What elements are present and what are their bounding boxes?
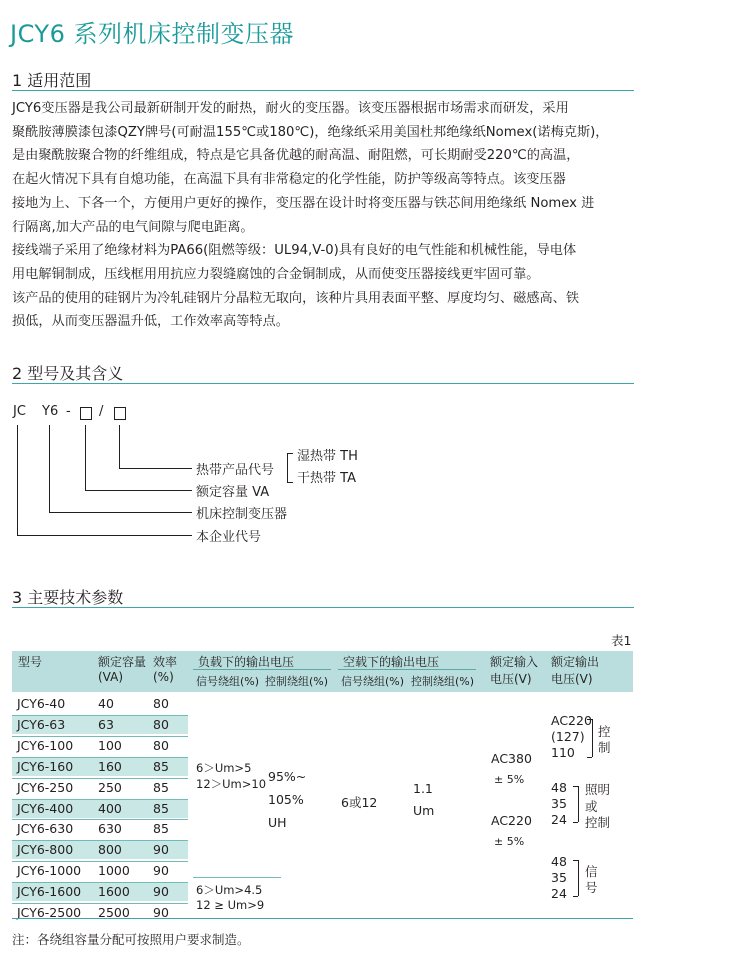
noload-control-value: 1.1 — [413, 781, 433, 796]
intro-paragraph — [12, 97, 642, 334]
table-cell-va: 800 — [98, 842, 122, 858]
header-load-voltage: 负载下的输出电压 — [198, 655, 295, 669]
row-divider — [12, 840, 188, 841]
table-cell-va: 63 — [98, 716, 114, 732]
table-cell-eff: 90 — [153, 884, 169, 900]
bracket-line — [578, 786, 579, 822]
table-cell-eff: 90 — [153, 842, 169, 858]
table-cell-va: 630 — [98, 821, 122, 837]
connector-line — [85, 490, 192, 491]
connector-line — [85, 425, 86, 490]
table-bottom-border — [12, 918, 633, 919]
output-usage-label: 制 — [598, 740, 611, 755]
table-cell-eff: 80 — [153, 737, 169, 753]
table-cell-model: JCY6-1600 — [17, 884, 82, 900]
output-voltage-value: 24 — [551, 812, 567, 827]
intro-line: 行隔离,加大产品的电气间隙与爬电距离。 — [12, 219, 254, 235]
output-voltage-value: (127) — [551, 729, 585, 744]
intro-line: 接地为上、下各一个，方便用户更好的操作，变压器在设计时将变压器与铁芯间用绝缘纸 Nomex 进 — [12, 195, 595, 211]
table-cell-va: 40 — [98, 696, 114, 711]
model-code-dash: - — [66, 404, 71, 419]
load-control-value: UH — [268, 815, 287, 830]
output-voltage-value: 35 — [551, 870, 567, 885]
header-signal-winding: 信号绕组(%) — [196, 675, 260, 688]
header-output-voltage: 额定输出 — [551, 655, 600, 669]
intro-line: 在起火情况下具有自熄功能，在高温下具有非常稳定的化学性能，防护等级高等特点。该变压器 — [12, 172, 566, 188]
tropical-placeholder-box — [114, 407, 126, 420]
connector-line — [49, 512, 192, 513]
row-divider — [12, 819, 188, 820]
bracket-line — [573, 860, 578, 861]
output-usage-label: 或 — [585, 799, 598, 814]
bracket-line — [287, 453, 293, 454]
intro-line: 该产品的使用的硅钢片为冷轧硅钢片分晶粒无取向，该种片具用表面平整、厚度均匀、磁感高、铁 — [12, 290, 580, 306]
header-input-voltage-unit: 电压(V) — [490, 672, 532, 686]
intro-line: 用电解铜制成，压线框用用抗应力裂缝腐蚀的合金铜制成，从而使变压器接线更牢固可靠。 — [12, 266, 540, 282]
table-cell-va: 250 — [98, 779, 122, 795]
output-voltage-value: 48 — [551, 780, 567, 795]
header-divider — [338, 669, 476, 670]
bracket-line — [573, 786, 578, 787]
load-signal-range: 6＞Um>4.5 — [196, 883, 263, 897]
table-label: 表1 — [611, 633, 632, 648]
header-capacity-unit: (VA) — [98, 670, 124, 684]
load-control-value: 105% — [268, 792, 304, 807]
table-cell-eff: 90 — [153, 905, 169, 920]
connector-line — [17, 425, 18, 535]
header-control-winding: 控制绕组(%) — [265, 675, 329, 688]
table-cell-model: JCY6-100 — [17, 737, 74, 753]
page-title: JCY6 系列机床控制变压器 — [10, 20, 294, 48]
intro-line: 接线端子采用了绝缘材料为PA66(阻燃等级：UL94,V-0)具有良好的电气性能和机械性能，导电体 — [12, 243, 577, 259]
table-cell-va: 1000 — [98, 863, 130, 879]
intro-line: 聚酰胺薄膜漆包漆QZY牌号(可耐温155℃或180℃)，绝缘纸采用美国杜邦绝缘纸Nomex(诺梅克斯)， — [12, 124, 609, 140]
connector-line — [119, 425, 120, 468]
output-voltage-value: 110 — [551, 745, 575, 760]
table-cell-model: JCY6-160 — [17, 758, 74, 774]
header-input-voltage: 额定输入 — [490, 655, 539, 669]
section-divider — [12, 607, 634, 608]
bracket-line — [592, 719, 593, 757]
section-divider — [12, 90, 634, 91]
table-cell-va: 2500 — [98, 905, 130, 920]
row-divider — [12, 757, 188, 758]
load-signal-range: 12 ≥ Um>9 — [196, 898, 265, 912]
noload-signal-value: 6或12 — [341, 795, 378, 810]
label-humid-tropical: 湿热带 TH — [297, 449, 358, 464]
connector-line — [119, 468, 192, 469]
row-divider — [12, 778, 188, 779]
model-code-y6: Y6 — [42, 404, 59, 419]
connector-line — [17, 535, 192, 536]
bracket-line — [587, 719, 592, 720]
table-cell-va: 100 — [98, 737, 122, 753]
section-title-scope: 1 适用范围 — [12, 71, 92, 90]
label-tropical-code: 热带产品代号 — [196, 463, 275, 478]
table-cell-va: 400 — [98, 800, 122, 816]
table-cell-va: 160 — [98, 758, 122, 774]
section-title-specs: 3 主要技术参数 — [12, 588, 124, 607]
table-cell-eff: 90 — [153, 863, 169, 879]
input-voltage-value: AC380 — [491, 751, 532, 766]
output-usage-label: 信 — [585, 864, 598, 879]
output-usage-label: 号 — [585, 880, 598, 895]
table-cell-eff: 85 — [153, 800, 169, 816]
cell-divider — [193, 877, 281, 878]
intro-line: 是由聚酰胺聚合物的纤维组成，特点是它具备优越的耐高温、耐阻燃，可长期耐受220℃的高温， — [12, 148, 580, 164]
row-divider — [12, 882, 188, 883]
model-code-jc: JC — [13, 404, 26, 419]
table-cell-model: JCY6-1000 — [17, 863, 82, 879]
header-capacity: 额定容量 — [98, 655, 147, 669]
header-divider — [193, 669, 331, 670]
capacity-placeholder-box — [80, 407, 92, 420]
row-divider — [12, 861, 188, 862]
input-voltage-value: AC220 — [491, 813, 532, 828]
bracket-line — [573, 896, 578, 897]
table-cell-eff: 85 — [153, 779, 169, 795]
table-cell-eff: 85 — [153, 758, 169, 774]
label-dry-tropical: 干热带 TA — [297, 471, 356, 486]
label-rated-capacity: 额定容量 VA — [196, 485, 270, 500]
load-control-value: 95%~ — [268, 769, 307, 784]
table-cell-model: JCY6-250 — [17, 779, 74, 795]
output-usage-label: 控制 — [585, 815, 611, 830]
table-cell-va: 1600 — [98, 884, 130, 900]
row-divider — [12, 715, 188, 716]
table-cell-model: JCY6-800 — [17, 842, 74, 858]
output-usage-label: 控 — [598, 724, 611, 739]
intro-line: JCY6变压器是我公司最新研制开发的耐热，耐火的变压器。该变压器根据市场需求而研发，采用 — [12, 101, 569, 116]
input-voltage-tolerance: ± 5% — [494, 773, 525, 786]
table-cell-model: JCY6-63 — [17, 716, 66, 732]
header-signal-winding-noload: 信号绕组(%) — [341, 675, 405, 688]
header-efficiency: 效率 — [153, 655, 178, 669]
table-cell-eff: 80 — [153, 716, 169, 732]
output-usage-label: 照明 — [585, 782, 611, 797]
header-output-voltage-unit: 电压(V) — [551, 672, 593, 686]
intro-line: 损低，从而变压器温升低，工作效率高等特点。 — [12, 314, 289, 330]
load-signal-range: 12＞Um>10 — [196, 777, 267, 791]
row-divider — [12, 736, 188, 737]
table-cell-eff: 80 — [153, 696, 169, 711]
label-product-type: 机床控制变压器 — [196, 507, 288, 522]
model-code-slash: / — [99, 404, 104, 419]
table-cell-eff: 85 — [153, 821, 169, 837]
bracket-line — [287, 453, 288, 482]
output-voltage-value: 48 — [551, 854, 567, 869]
table-cell-model: JCY6-630 — [17, 821, 74, 837]
noload-control-value: Um — [413, 803, 435, 818]
bracket-line — [287, 482, 293, 483]
output-voltage-value: 35 — [551, 796, 567, 811]
load-signal-range: 6＞Um>5 — [196, 761, 252, 775]
bracket-line — [587, 757, 592, 758]
header-efficiency-unit: (%) — [153, 670, 174, 684]
table-cell-model: JCY6-400 — [17, 800, 74, 816]
row-divider — [12, 903, 188, 904]
bracket-line — [578, 860, 579, 896]
table-cell-model: JCY6-40 — [17, 696, 66, 711]
output-voltage-value: AC220 — [551, 713, 592, 728]
table-footnote: 注：各绕组容量分配可按照用户要求制造。 — [12, 932, 250, 947]
section-title-model: 2 型号及其含义 — [12, 364, 124, 383]
header-noload-voltage: 空载下的输出电压 — [343, 655, 440, 669]
table-cell-model: JCY6-2500 — [17, 905, 82, 920]
bracket-line — [573, 822, 578, 823]
label-company-code: 本企业代号 — [196, 530, 262, 545]
row-divider — [12, 799, 188, 800]
input-voltage-tolerance: ± 5% — [494, 835, 525, 848]
header-model: 型号 — [18, 655, 43, 669]
section-divider — [12, 383, 634, 384]
output-voltage-value: 24 — [551, 886, 567, 901]
connector-line — [49, 425, 50, 512]
header-control-winding-noload: 控制绕组(%) — [411, 675, 475, 688]
